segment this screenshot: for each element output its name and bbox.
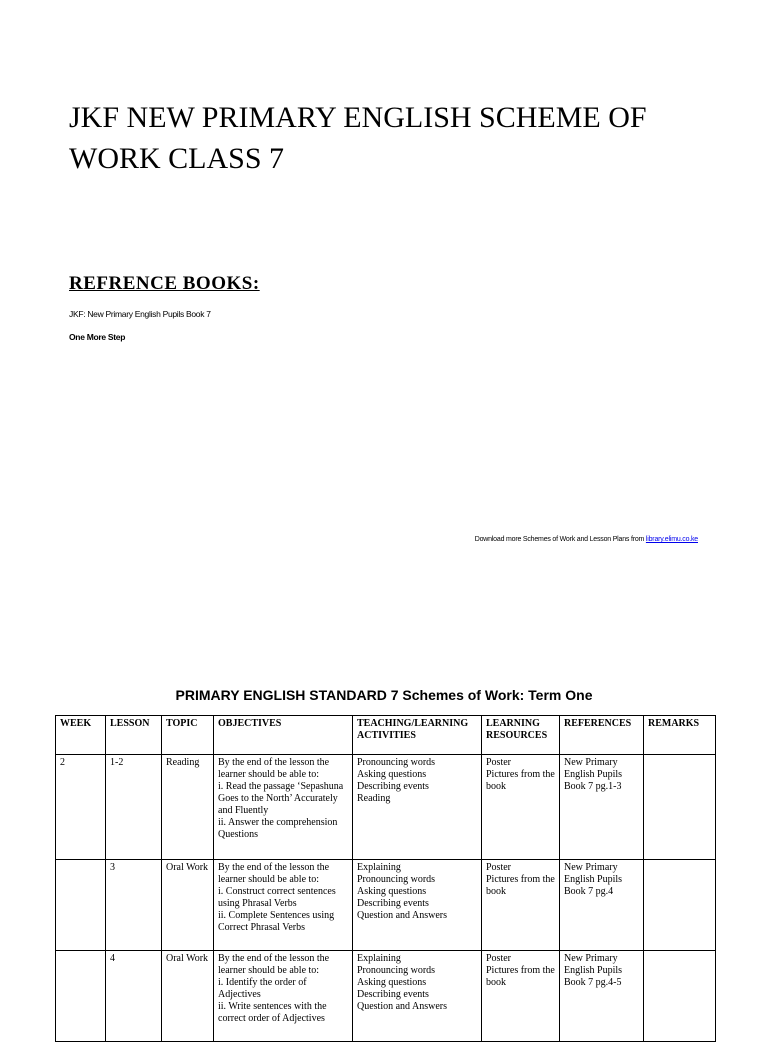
cell-line: Pictures from the book [486,769,555,792]
cell-line: By the end of the lesson the learner should be able to: [218,862,330,885]
cell-line: Pronouncing words [357,757,436,768]
header-topic: TOPIC [162,716,214,755]
table-row [56,951,716,1042]
cell-activities [353,755,482,860]
cell-lesson: 3 [106,860,162,951]
cell-line: Asking questions [357,769,427,780]
cell-line: Oral Work [166,953,209,964]
cell-lesson: 1-2 [106,755,162,860]
cell-line: Describing events [357,989,429,1000]
header-activities: TEACHING/LEARNING ACTIVITIES [353,716,482,755]
cell-line: i. Read the passage ‘Sepashuna Goes to the North’ Accurately and Fluently [218,781,344,816]
cell-references [560,860,644,951]
cell-resources [482,860,560,951]
cell-line: Describing events [357,781,429,792]
download-note [475,536,698,543]
download-link[interactable]: library.elimu.co.ke [645,536,698,543]
cell-topic [162,755,214,860]
cell-line: Pronouncing words [357,965,436,976]
cell-week [56,951,106,1042]
cell-line: ii. Write sentences with the correct order of Adjectives [218,1001,327,1024]
header-lesson: LESSON [106,716,162,755]
cell-line: New Primary English Pupils Book 7 pg.4 [564,862,623,897]
header-resources: LEARNING RESOURCES [482,716,560,755]
table-row [56,755,716,860]
scheme-table [55,715,716,1042]
cell-line: Reading [357,793,391,804]
cell-line: Pictures from the book [486,965,555,988]
cell-objectives [214,860,353,951]
header-references: REFERENCES [560,716,644,755]
header-week: WEEK [56,716,106,755]
cell-references [560,755,644,860]
cell-line: By the end of the lesson the learner should be able to: [218,757,330,780]
cell-topic [162,951,214,1042]
cell-line: Question and Answers [357,910,447,921]
cell-line: Question and Answers [357,1001,447,1012]
reference-book-2: One More Step [69,332,126,342]
cell-remarks [644,951,716,1042]
cell-activities [353,860,482,951]
cell-line: i. Construct correct sentences using Phrasal Verbs [218,886,336,909]
cell-topic [162,860,214,951]
cell-line: Pictures from the book [486,874,555,897]
download-text: Download more Schemes of Work and Lesson Plans from [474,536,646,543]
cell-remarks [644,755,716,860]
table-row [56,860,716,951]
cell-line: Poster [486,757,511,768]
cell-week [56,860,106,951]
reference-book-1: JKF: New Primary English Pupils Book 7 [69,309,211,319]
cell-line: ii. Complete Sentences using Correct Phrasal Verbs [218,910,335,933]
cell-resources [482,755,560,860]
cell-line: Reading [166,757,200,768]
cell-line: Asking questions [357,977,427,988]
cell-lesson: 4 [106,951,162,1042]
cell-line: Explaining [357,862,401,873]
cell-activities [353,951,482,1042]
cell-line: By the end of the lesson the learner should be able to: [218,953,330,976]
cell-line: Oral Work [166,862,209,873]
cell-line: Pronouncing words [357,874,436,885]
header-remarks: REMARKS [644,716,716,755]
header-objectives: OBJECTIVES [214,716,353,755]
cell-objectives [214,951,353,1042]
references-heading: REFRENCE BOOKS: [69,273,260,294]
cell-references [560,951,644,1042]
cell-line: i. Identify the order of Adjectives [218,977,307,1000]
document-title: JKF NEW PRIMARY ENGLISH SCHEME OF WORK CLASS 7 [69,101,647,175]
cell-objectives [214,755,353,860]
cell-resources [482,951,560,1042]
cell-line: Poster [486,862,511,873]
table-title: PRIMARY ENGLISH STANDARD 7 Schemes of Work: Term One [175,687,593,703]
cell-line: Asking questions [357,886,427,897]
cell-week: 2 [56,755,106,860]
table-header-row [56,716,716,755]
cell-line: Describing events [357,898,429,909]
cell-remarks [644,860,716,951]
cell-line: New Primary English Pupils Book 7 pg.1-3 [564,757,623,792]
cell-line: New Primary English Pupils Book 7 pg.4-5 [564,953,623,988]
cell-line: ii. Answer the comprehension Questions [218,817,338,840]
cell-line: Explaining [357,953,401,964]
cell-line: Poster [486,953,511,964]
